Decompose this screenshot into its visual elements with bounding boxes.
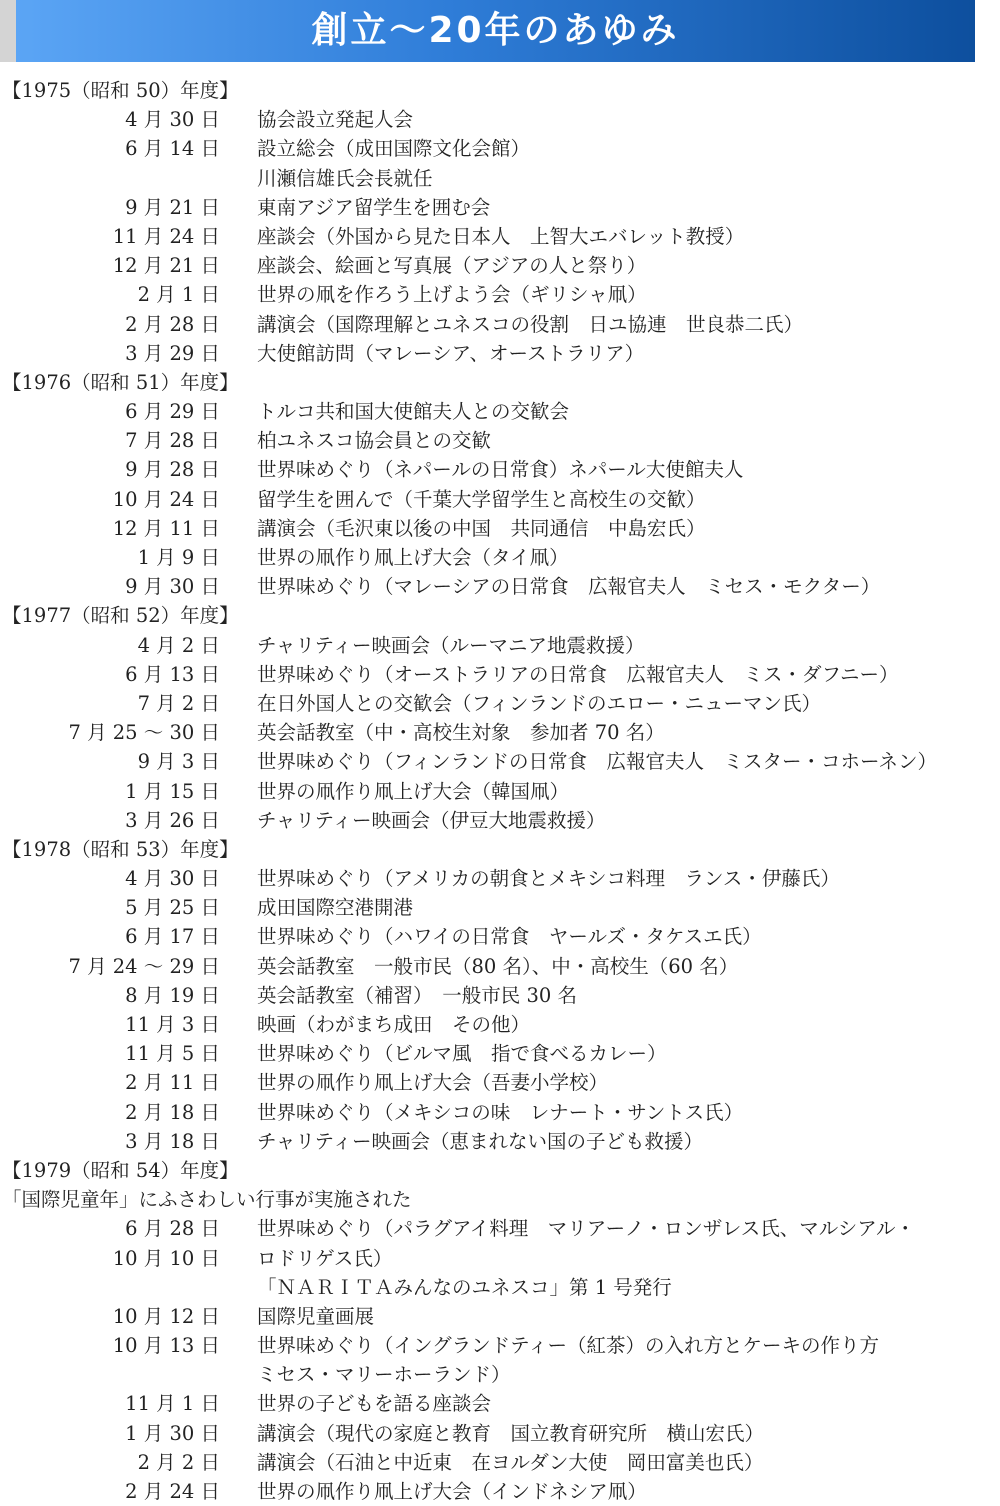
event-row — [0, 105, 1000, 134]
event-description: 講演会（現代の家庭と教育 国立教育研究所 横山宏氏） — [257, 1421, 765, 1445]
event-description: 世界味めぐり（ハワイの日常食 ヤールズ・タケスエ氏） — [257, 925, 762, 949]
event-date: 2 月 24 日 — [125, 1480, 220, 1503]
event-date: 10 月 24 日 — [112, 487, 220, 511]
event-date: 9 月 21 日 — [125, 195, 220, 219]
event-date: 7 月 28 日 — [125, 429, 220, 453]
event-date: 6 月 28 日 — [125, 1217, 220, 1241]
event-date: 6 月 29 日 — [125, 400, 220, 424]
event-description: ミセス・マリーホーランド） — [257, 1363, 511, 1387]
event-date: 10 月 10 日 — [112, 1246, 220, 1270]
event-row — [0, 718, 1000, 747]
fiscal-year-label: 【1975（昭和 50）年度】 — [2, 79, 239, 102]
event-row — [0, 164, 1000, 193]
event-date: 10 月 12 日 — [112, 1304, 220, 1328]
event-row — [0, 222, 1000, 251]
event-row — [0, 572, 1000, 601]
event-row — [0, 397, 1000, 426]
fiscal-year-label: 【1978（昭和 53）年度】 — [2, 837, 239, 861]
event-row — [0, 543, 1000, 572]
event-description: 在日外国人との交歓会（フィンランドのエロー・ニューマン氏） — [257, 691, 821, 715]
event-row — [0, 514, 1000, 543]
event-description: 世界味めぐり（フィンランドの日常食 広報官夫人 ミスター・コホーネン） — [257, 750, 937, 774]
event-description: 世界味めぐり（イングランドティー（紅茶）の入れ方とケーキの作り方 — [257, 1334, 880, 1358]
event-date: 12 月 11 日 — [112, 516, 220, 540]
event-description: 世界の凧作り凧上げ大会（タイ凧） — [257, 546, 569, 569]
event-row — [0, 1448, 1000, 1477]
event-date: 6 月 17 日 — [125, 925, 220, 949]
event-description: 講演会（国際理解とユネスコの役割 日ユ協連 世良恭二氏） — [257, 312, 804, 336]
event-row — [0, 339, 1000, 368]
event-row — [0, 864, 1000, 893]
event-date: 10 月 13 日 — [112, 1334, 220, 1358]
event-row — [0, 193, 1000, 222]
event-description: 世界味めぐり（オーストラリアの日常食 広報官夫人 ミス・ダフニー） — [257, 662, 899, 686]
event-description: 英会話教室 一般市民（80 名）、中・高校生（60 名） — [257, 954, 739, 978]
event-row — [0, 426, 1000, 455]
event-row — [0, 1389, 1000, 1418]
event-description: 設立総会（成田国際文化会館） — [257, 137, 531, 161]
fiscal-year-heading — [0, 1156, 1000, 1185]
event-date: 8 月 19 日 — [125, 983, 220, 1007]
event-description: 留学生を囲んで（千葉大学留学生と高校生の交歓） — [257, 487, 706, 511]
event-date: 6 月 14 日 — [125, 137, 220, 161]
event-date: 7 月 24 ～ 29 日 — [68, 954, 220, 978]
event-row — [0, 1244, 1000, 1273]
event-row — [0, 485, 1000, 514]
event-date: 2 月 1 日 — [137, 283, 220, 307]
event-description: チャリティー映画会（恵まれない国の子ども救援） — [257, 1129, 703, 1153]
event-row — [0, 1127, 1000, 1156]
event-row — [0, 1302, 1000, 1331]
event-description: 講演会（毛沢東以後の中国 共同通信 中島宏氏） — [257, 516, 706, 540]
fiscal-year-label: 【1977（昭和 52）年度】 — [2, 604, 239, 628]
event-date: 5 月 25 日 — [125, 896, 220, 920]
event-date: 2 月 18 日 — [125, 1100, 220, 1124]
event-row — [0, 893, 1000, 922]
fiscal-year-label: 【1976（昭和 51）年度】 — [2, 370, 239, 394]
event-row — [0, 1477, 1000, 1506]
event-description: 国際児童画展 — [257, 1304, 375, 1328]
event-date: 7 月 25 ～ 30 日 — [68, 721, 220, 745]
event-row — [0, 455, 1000, 484]
event-row — [0, 1360, 1000, 1389]
event-row — [0, 952, 1000, 981]
event-row — [0, 1419, 1000, 1448]
event-description: 英会話教室（補習） 一般市民 30 名 — [257, 983, 577, 1007]
event-description: 世界味めぐり（アメリカの朝食とメキシコ料理 ランス・伊藤氏） — [257, 867, 840, 891]
year-note-text: 「国際児童年」にふさわしい行事が実施された — [2, 1188, 412, 1212]
year-note — [0, 1185, 1000, 1214]
event-description: 「ＮＡＲＩＴＡみんなのユネスコ」第 1 号発行 — [257, 1275, 672, 1299]
fiscal-year-heading — [0, 76, 1000, 105]
event-description: 世界の凧作り凧上げ大会（吾妻小学校） — [257, 1071, 609, 1095]
event-row — [0, 660, 1000, 689]
event-description: 世界の凧作り凧上げ大会（韓国凧） — [257, 779, 570, 803]
event-date: 1 月 9 日 — [137, 546, 220, 569]
fiscal-year-heading — [0, 368, 1000, 397]
fiscal-year-label: 【1979（昭和 54）年度】 — [2, 1158, 239, 1182]
event-description: 世界味めぐり（ネパールの日常食）ネパール大使館夫人 — [257, 458, 744, 482]
event-description: チャリティー映画会（伊豆大地震救援） — [257, 808, 606, 832]
event-date: 2 月 11 日 — [125, 1071, 220, 1095]
event-row — [0, 1098, 1000, 1127]
event-date: 2 月 2 日 — [137, 1450, 220, 1474]
event-date: 9 月 30 日 — [125, 575, 220, 599]
event-description: 世界味めぐり（ビルマ風 指で食べるカレー） — [257, 1042, 667, 1066]
event-date: 3 月 18 日 — [125, 1129, 220, 1153]
event-row — [0, 631, 1000, 660]
event-date: 4 月 30 日 — [125, 108, 220, 132]
event-date: 11 月 5 日 — [125, 1042, 220, 1066]
event-row — [0, 1214, 1000, 1243]
event-row — [0, 1273, 1000, 1302]
event-description: 世界の凧を作ろう上げよう会（ギリシャ凧） — [257, 283, 647, 307]
event-description: 世界の子どもを語る座談会 — [257, 1392, 492, 1416]
banner-right-gap — [975, 0, 1000, 62]
event-date: 2 月 28 日 — [125, 312, 220, 336]
event-row — [0, 777, 1000, 806]
event-row — [0, 1331, 1000, 1360]
event-date: 7 月 2 日 — [137, 691, 220, 715]
event-description: 講演会（石油と中近東 在ヨルダン大使 岡田富美也氏） — [257, 1450, 764, 1474]
event-description: 成田国際空港開港 — [257, 896, 414, 920]
timeline-list — [0, 76, 1000, 1506]
event-description: チャリティー映画会（ルーマニア地震救援） — [257, 633, 645, 657]
event-description: 世界味めぐり（マレーシアの日常食 広報官夫人 ミセス・モクター） — [257, 575, 881, 599]
event-description: 映画（わがまち成田 その他） — [257, 1013, 531, 1036]
event-row — [0, 310, 1000, 339]
event-date: 4 月 30 日 — [125, 867, 220, 891]
event-row — [0, 689, 1000, 718]
page-title: 創立～20年のあゆみ — [311, 10, 680, 51]
event-date: 4 月 2 日 — [137, 633, 220, 657]
event-description: ロドリゲス氏） — [257, 1246, 393, 1270]
event-description: 協会設立発起人会 — [257, 108, 414, 132]
event-date: 12 月 21 日 — [112, 254, 220, 278]
event-row — [0, 1010, 1000, 1039]
event-description: トルコ共和国大使館夫人との交歓会 — [257, 400, 570, 424]
fiscal-year-heading — [0, 835, 1000, 864]
event-date: 6 月 13 日 — [125, 662, 220, 686]
event-description: 座談会、絵画と写真展（アジアの人と祭り） — [257, 254, 647, 278]
event-description: 世界味めぐり（メキシコの味 レナート・サントス氏） — [257, 1100, 744, 1124]
event-date: 1 月 15 日 — [125, 779, 220, 803]
event-description: 大使館訪問（マレーシア、オーストラリア） — [257, 341, 645, 365]
event-date: 9 月 28 日 — [125, 458, 220, 482]
event-description: 世界の凧作り凧上げ大会（インドネシア凧） — [257, 1480, 647, 1503]
event-description: 川瀬信雄氏会長就任 — [257, 166, 433, 190]
event-description: 柏ユネスコ協会員との交歓 — [257, 429, 492, 453]
event-date: 11 月 1 日 — [125, 1392, 220, 1416]
event-date: 11 月 24 日 — [112, 224, 220, 248]
event-description: 英会話教室（中・高校生対象 参加者 70 名） — [257, 721, 665, 745]
event-row — [0, 280, 1000, 309]
event-row — [0, 1039, 1000, 1068]
event-row — [0, 251, 1000, 280]
event-date: 11 月 3 日 — [125, 1013, 220, 1036]
event-row — [0, 981, 1000, 1010]
fiscal-year-heading — [0, 601, 1000, 630]
event-description: 世界味めぐり（パラグアイ料理 マリアーノ・ロンザレス氏、マルシアル・ — [257, 1217, 916, 1241]
event-date: 3 月 29 日 — [125, 341, 220, 365]
event-row — [0, 922, 1000, 951]
event-row — [0, 747, 1000, 776]
title-banner — [0, 0, 1000, 62]
event-row — [0, 806, 1000, 835]
event-description: 東南アジア留学生を囲む会 — [257, 195, 491, 219]
event-date: 3 月 26 日 — [125, 808, 220, 832]
event-row — [0, 1068, 1000, 1097]
banner-left-edge — [0, 0, 16, 62]
event-date: 9 月 3 日 — [137, 750, 220, 774]
event-description: 座談会（外国から見た日本人 上智大エバレット教授） — [257, 224, 745, 248]
event-row — [0, 134, 1000, 163]
event-date: 1 月 30 日 — [125, 1421, 220, 1445]
